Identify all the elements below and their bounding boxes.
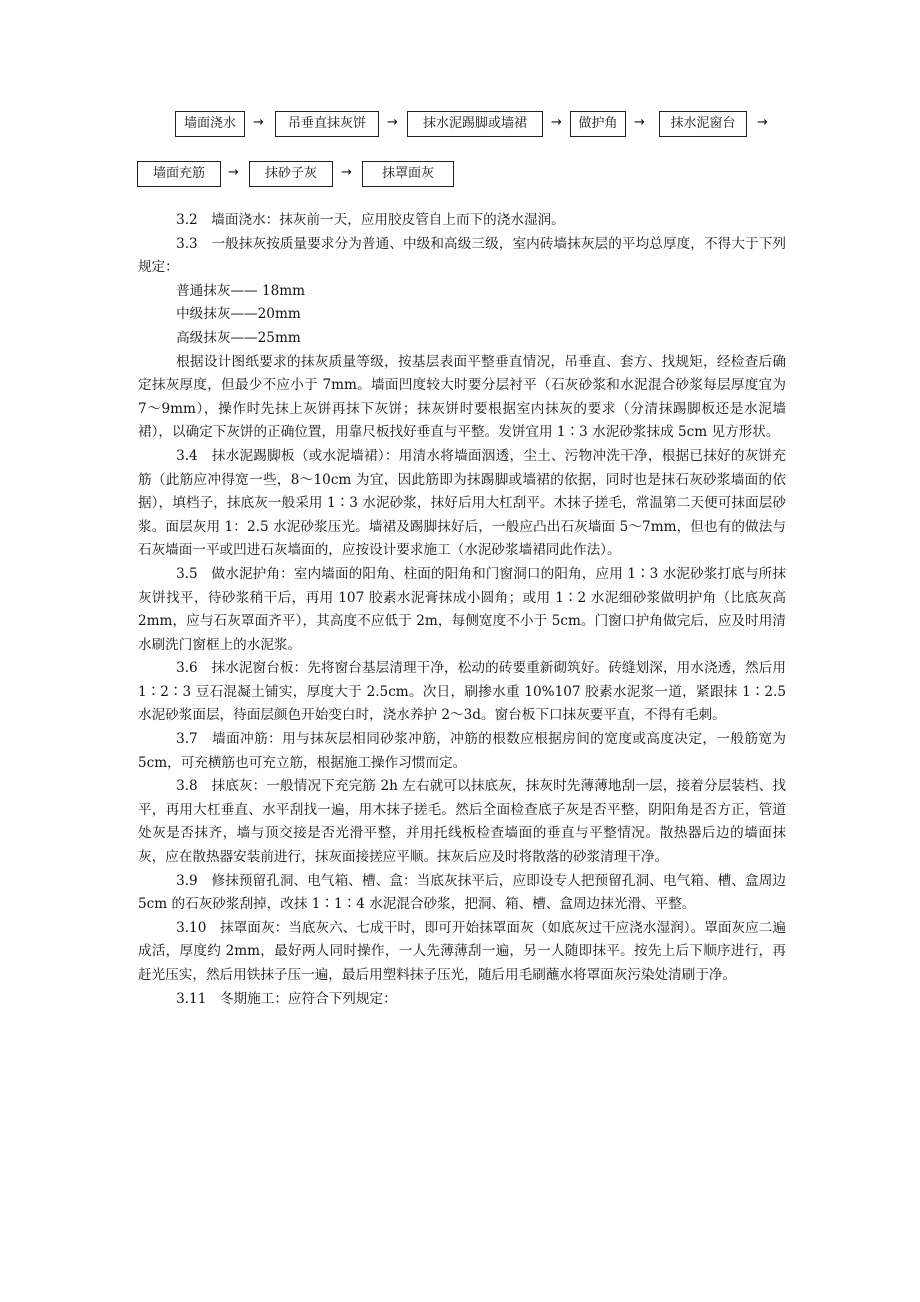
flow-arrow-icon: → [634,115,645,130]
section-3-2: 3.2 墙面浇水：抹灰前一天，应用胶皮管自上而下的浇水湿润。 [176,212,565,228]
flow-step-screed-strips: 墙面充筋 [137,161,221,187]
thickness-item-ordinary: 普通抹灰—— 18mm [176,282,306,299]
flow-step-wall-watering: 墙面浇水 [175,111,245,137]
flow-step-corner-guard: 做护角 [570,111,626,137]
flow-step-window-sill: 抹水泥窗台 [659,111,747,137]
section-3-6: 3.6 抹水泥窗台板：先将窗台基层清理干净，松动的砖要重新砌筑好。砖缝划深，用水浇透，然后用 1∶2∶3 豆石混凝土铺实，厚度大于 2.5cm。次日，刷掺水重 10%107 胶素水泥浆一道，紧跟抹 1∶2.5 水泥砂浆面层，待面层颜色开始变白时，浇水养护 2～3d。窗台板下口抹灰要平直，不得有毛刺。 [138,660,786,724]
flow-step-finish-coat: 抹罩面灰 [362,161,454,187]
thickness-item-medium: 中级抹灰——20mm [176,306,301,323]
section-3-3: 3.3 一般抹灰按质量要求分为普通、中级和高级三级，室内砖墙抹灰层的平均总厚度，不得大于下列规定： [138,235,786,276]
thickness-item-advanced: 高级抹灰——25mm [176,329,301,346]
flow-arrow-icon: → [341,165,352,180]
section-3-5: 3.5 做水泥护角：室内墙面的阳角、柱面的阳角和门窗洞口的阳角，应用 1∶3 水泥砂浆打底与所抹灰饼找平，待砂浆稍干后，再用 107 胶素水泥膏抹成小圆角；或用 1∶2 水泥细砂浆做明护角（比底灰高 2mm，应与石灰罩面齐平），其高度不应低于 2m，每侧宽度不小于 5cm。门窗口护角做完后，应及时用清水刷洗门窗框上的水泥浆。 [138,565,786,653]
section-3-9: 3.9 修抹预留孔洞、电气箱、槽、盒：当底灰抹平后，应即设专人把预留孔洞、电气箱、槽、盒周边 5cm 的石灰砂浆刮掉，改抹 1∶1∶4 水泥混合砂浆，把洞、箱、槽、盒周边抹光滑、平整。 [138,872,786,913]
section-3-10: 3.10 抹罩面灰：当底灰六、七成干时，即可开始抹罩面灰（如底灰过干应浇水湿润）。罩面灰应二遍成活，厚度约 2mm，最好两人同时操作，一人先薄薄刮一遍，另一人随即抹平。按先上后下顺序进行，再赶光压实，然后用铁抹子压一遍，最后用塑料抹子压光，随后用毛刷蘸水将罩面灰污染处清刷于净。 [138,919,786,983]
flowchart-row-1 [0,111,920,139]
flow-step-cement-skirting: 抹水泥踢脚或墙裙 [407,111,543,137]
document-body [138,209,786,1011]
section-3-3-paragraph: 根据设计图纸要求的抹灰质量等级，按基层表面平整垂直情况，吊垂直、套方、找规矩，经检查后确定抹灰厚度，但最少不应小于 7mm。墙面凹度较大时要分层衬平（石灰砂浆和水泥混合砂浆每层厚度宜为 7～9mm），操作时先抹上灰饼再抹下灰饼；抹灰饼时要根据室内抹灰的要求（分清抹踢脚板还是水泥墙裙），以确定下灰饼的正确位置，用靠尺板找好垂直与平整。发饼宜用 1∶3 水泥砂浆抹成 5cm 见方形状。 [138,353,786,441]
flow-step-plumb-grout-cakes: 吊垂直抹灰饼 [275,111,379,137]
flow-arrow-icon: → [387,115,398,130]
flow-arrow-icon: → [757,115,768,130]
flow-arrow-icon: → [253,115,264,130]
flow-arrow-icon: → [551,115,562,130]
flow-step-sand-plaster: 抹砂子灰 [249,161,333,187]
section-3-7: 3.7 墙面冲筋：用与抹灰层相同砂浆冲筋，冲筋的根数应根据房间的宽度或高度决定，一般筋宽为 5cm，可充横筋也可充立筋，根据施工操作习惯而定。 [138,731,786,771]
section-3-4: 3.4 抹水泥踢脚板（或水泥墙裙）：用清水将墙面洇透，尘土、污物冲洗干净，根据已抹好的灰饼充筋（此筋应冲得宽一些，8～10cm 为宜，因此筋即为抹踢脚或墙裙的依据，同时也是抹石灰砂浆墙面的依据），填档子，抹底灰一般采用 1∶3 水泥砂浆，抹好后用大杠刮平。木抹子搓毛，常温第二天便可抹面层砂浆。面层灰用 1：2.5 水泥砂浆压光。墙裙及踢脚抹好后，一般应凸出石灰墙面 5～7mm，但也有的做法与石灰墙面一平或凹进石灰墙面的，应按设计要求施工（水泥砂浆墙裙同此作法）。 [138,447,786,559]
section-3-11: 3.11 冬期施工：应符合下列规定： [176,990,397,1007]
section-3-8: 3.8 抹底灰：一般情况下充完筋 2h 左右就可以抹底灰，抹灰时先薄薄地刮一层，接着分层装档、找平，再用大杠垂直、水平刮找一遍，用木抹子搓毛。然后全面检查底子灰是否平整，阴阳角是否方正，管道处灰是否抹齐，墙与顶交接是否光滑平整，并用托线板检查墙面的垂直与平整情况。散热器后边的墙面抹灰，应在散热器安装前进行，抹灰面接搓应平顺。抹灰后应及时将散落的砂浆清理干净。 [138,778,786,866]
flow-arrow-icon: → [228,165,239,180]
flowchart-row-2 [0,161,920,189]
